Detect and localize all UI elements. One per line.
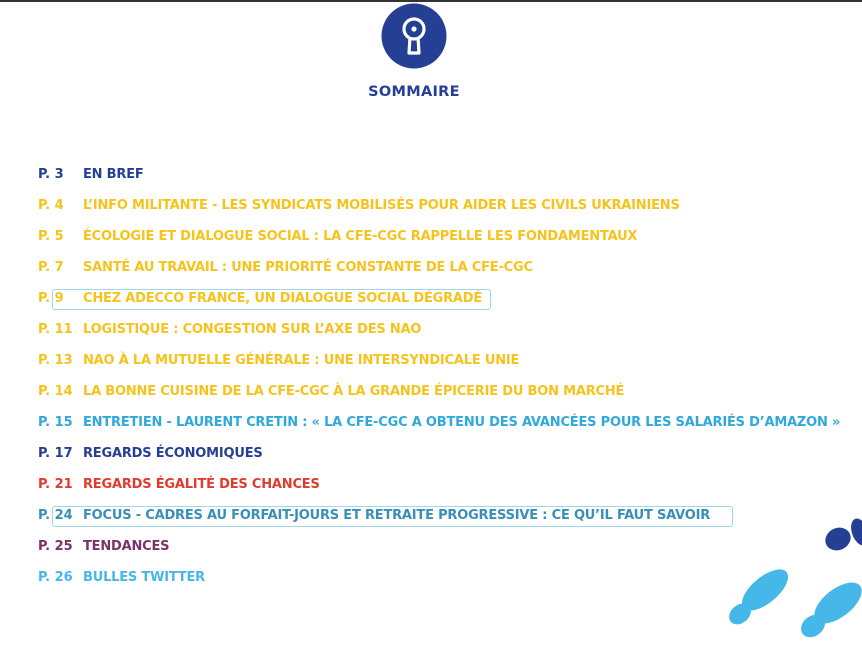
toc-entry[interactable] [38,227,840,258]
toc-entry-title: FOCUS - CADRES AU FORFAIT-JOURS ET RETRAITE PROGRESSIVE : CE QU’IL FAUT SAVOIR [83,508,711,523]
toc-page-number: P. 15 [38,415,73,430]
toc-entry-title: SANTÉ AU TRAVAIL : UNE PRIORITÉ CONSTANTE DE LA CFE-CGC [83,260,533,275]
toc-entry-title: LOGISTIQUE : CONGESTION SUR L’AXE DES NAO [83,322,422,337]
toc-entry[interactable] [38,413,840,444]
toc-entry-title: CHEZ ADECCO FRANCE, UN DIALOGUE SOCIAL DÉGRADÉ [83,291,483,306]
toc-page-number: P. 17 [38,446,73,461]
footprints-icon [720,510,862,649]
toc-page-number: P. 25 [38,539,73,554]
toc-entry[interactable] [38,258,840,289]
toc-page-number: P. 5 [38,229,64,244]
toc-page-number: P. 21 [38,477,73,492]
toc-entry[interactable] [38,351,840,382]
toc-entry-title: BULLES TWITTER [83,570,205,585]
toc-entry[interactable] [38,196,840,227]
toc-page-number: P. 13 [38,353,73,368]
toc-page-number: P. 4 [38,198,64,213]
toc-page-number: P. 26 [38,570,73,585]
toc-page-number: P. 7 [38,260,64,275]
toc-page-number: P. 3 [38,167,64,182]
page-title: SOMMAIRE [368,84,460,100]
toc-entry-title: L’INFO MILITANTE - LES SYNDICATS MOBILISÉS POUR AIDER LES CIVILS UKRAINIENS [83,198,680,213]
toc-page-number: P. 11 [38,322,73,337]
toc-page-number: P. 9 [38,291,64,306]
top-rule [0,0,862,2]
toc-entry-title: LA BONNE CUISINE DE LA CFE-CGC À LA GRANDE ÉPICERIE DU BON MARCHÉ [83,384,625,399]
toc-entry-title: ÉCOLOGIE ET DIALOGUE SOCIAL : LA CFE-CGC RAPPELLE LES FONDAMENTAUX [83,229,638,244]
keyhole-icon [381,3,447,69]
toc-entry-title: EN BREF [83,167,144,182]
toc-entry[interactable] [38,444,840,475]
toc-entry-title: REGARDS ÉGALITÉ DES CHANCES [83,477,320,492]
toc-page-number: P. 14 [38,384,73,399]
toc-entry[interactable] [38,382,840,413]
toc-entry[interactable] [38,320,840,351]
toc-entry-title: ENTRETIEN - LAURENT CRETIN : « LA CFE-CGC A OBTENU DES AVANCÉES POUR LES SALARIÉS D’AMAZON » [83,415,841,430]
toc-entry[interactable] [38,165,840,196]
toc-entry[interactable] [38,475,840,506]
toc-entry[interactable] [38,289,840,320]
toc-entry-title: TENDANCES [83,539,170,554]
toc-page-number: P. 24 [38,508,73,523]
toc-entry-title: NAO À LA MUTUELLE GÉNÉRALE : UNE INTERSYNDICALE UNIE [83,353,520,368]
toc-entry-title: REGARDS ÉCONOMIQUES [83,446,263,461]
